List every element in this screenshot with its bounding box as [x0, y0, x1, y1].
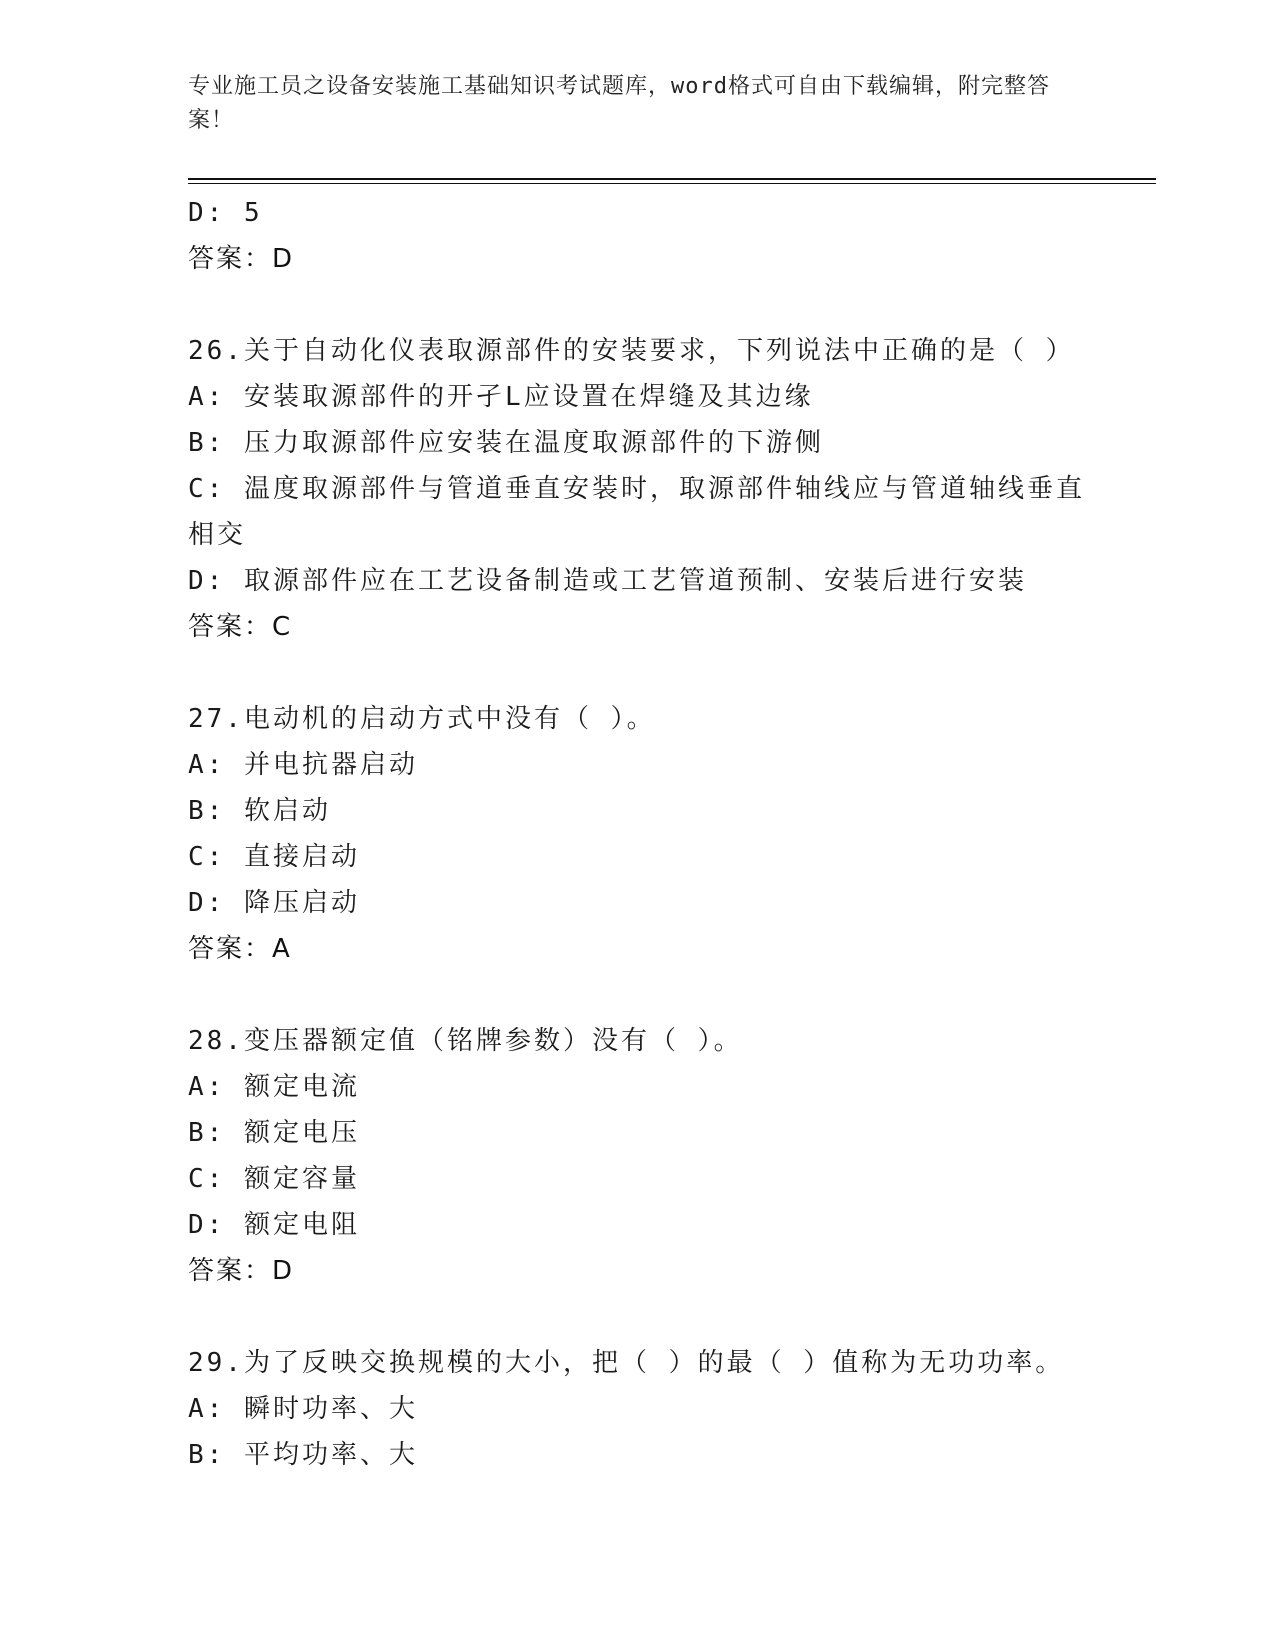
question-stem: 27.电动机的启动方式中没有（ ）。 [188, 704, 656, 734]
option-b: B: 额定电压 [188, 1118, 360, 1148]
question-stem: 28.变压器额定值（铭牌参数）没有（ ）。 [188, 1026, 743, 1056]
header-rule-thin [188, 183, 1156, 184]
option-d: D: 额定电阻 [188, 1210, 360, 1240]
option-a: A: 额定电流 [188, 1072, 360, 1102]
option-d: D: 降压启动 [188, 888, 360, 918]
previous-question-tail [188, 190, 1088, 282]
option-c: C: 温度取源部件与管道垂直安装时，取源部件轴线应与管道轴线垂直相交 [188, 474, 1085, 550]
option-d: D: 取源部件应在工艺设备制造或工艺管道预制、安装后进行安装 [188, 566, 1027, 596]
option-c: C: 额定容量 [188, 1164, 360, 1194]
answer-line: 答案：A [188, 934, 292, 964]
question-29 [188, 1340, 1088, 1478]
header-rule-thick [188, 178, 1156, 180]
option-a: A: 并电抗器启动 [188, 750, 418, 780]
option-b: B: 平均功率、大 [188, 1440, 418, 1470]
question-spacer [188, 1294, 1088, 1340]
question-spacer [188, 972, 1088, 1018]
answer-line: 答案：D [188, 1256, 295, 1286]
option-b: B: 压力取源部件应安装在温度取源部件的下游侧 [188, 428, 824, 458]
question-spacer [188, 650, 1088, 696]
question-list [188, 190, 1088, 1478]
answer-line: 答案：D [188, 244, 295, 274]
question-28 [188, 1018, 1088, 1294]
option-a: A: 安装取源部件的开孑L应设置在焊缝及其边缘 [188, 382, 814, 412]
question-27 [188, 696, 1088, 972]
document-header: 专业施工员之设备安装施工基础知识考试题库，word格式可自由下载编辑，附完整答案！ [188, 74, 1050, 133]
question-26 [188, 328, 1088, 650]
option-d: D: 5 [188, 198, 263, 228]
option-a: A: 瞬时功率、大 [188, 1394, 418, 1424]
option-c: C: 直接启动 [188, 842, 360, 872]
question-stem: 29.为了反映交换规模的大小，把（ ）的最（ ）值称为无功功率。 [188, 1348, 1065, 1378]
answer-line: 答案：C [188, 612, 293, 642]
question-stem: 26.关于自动化仪表取源部件的安装要求，下列说法中正确的是（ ） [188, 336, 1075, 366]
option-b: B: 软启动 [188, 796, 331, 826]
question-spacer [188, 282, 1088, 328]
